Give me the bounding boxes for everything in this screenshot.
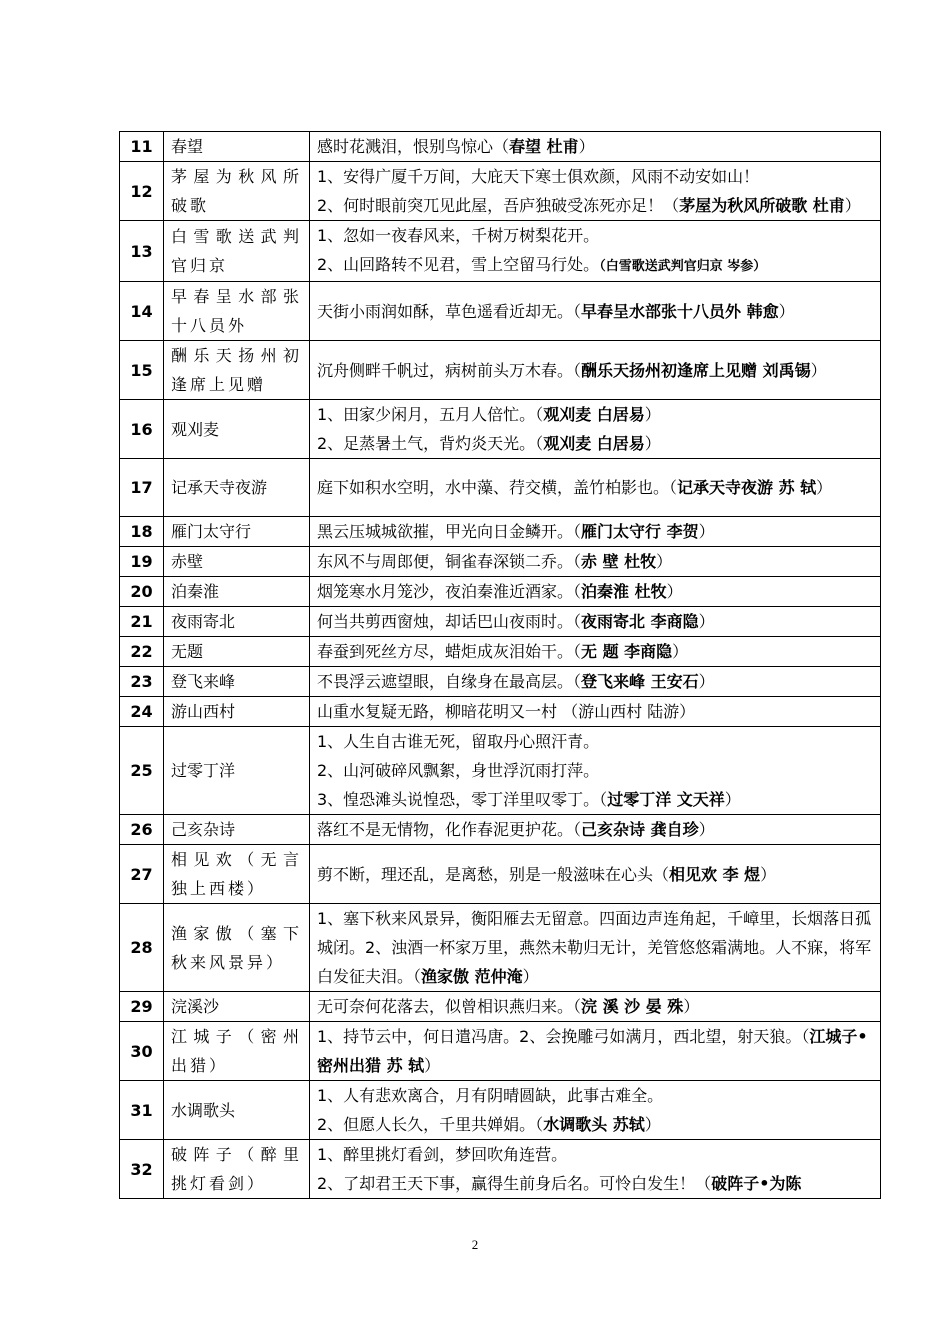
table-row	[120, 341, 881, 400]
poem-title: 江城子（密州出猎）	[164, 1022, 310, 1081]
poem-title: 观刈麦	[164, 400, 310, 459]
quote-text: 1、安得广厦千万间，大庇天下寒士俱欢颜，风雨不动安如山！	[317, 167, 760, 186]
poem-title: 早春呈水部张十八员外	[164, 282, 310, 341]
source-citation: 水调歌头 苏轼	[543, 1115, 645, 1134]
source-citation: 破阵子•为陈	[711, 1174, 802, 1193]
source-citation: （白雪歌送武判官归京 岑参）	[599, 259, 767, 274]
row-number: 25	[120, 727, 164, 815]
quote-close: ）	[656, 552, 673, 571]
quote-cell	[310, 282, 881, 341]
quote-close: ）	[698, 612, 715, 631]
quote-close: ）	[683, 997, 700, 1016]
quote-line	[317, 637, 873, 666]
table-row	[120, 282, 881, 341]
quote-text: 感时花溅泪，恨别鸟惊心（	[317, 137, 510, 156]
quote-text: 山重水复疑无路，柳暗花明又一村 （游山西村 陆游）	[317, 702, 696, 721]
table-row	[120, 845, 881, 904]
quote-cell	[310, 341, 881, 400]
table-row	[120, 577, 881, 607]
source-citation: 己亥杂诗 龚自珍	[581, 820, 699, 839]
quote-text: 何当共剪西窗烛，却话巴山夜雨时。（	[317, 612, 582, 631]
quote-text: 沉舟侧畔千帆过，病树前头万木春。（	[317, 360, 582, 380]
quote-close: ）	[644, 405, 661, 424]
row-number: 30	[120, 1022, 164, 1081]
quote-close: ）	[424, 1056, 441, 1075]
row-number: 27	[120, 845, 164, 904]
quote-cell	[310, 577, 881, 607]
quote-line	[317, 607, 873, 636]
quote-text: 天街小雨润如酥，草色遥看近却无。（	[317, 301, 582, 321]
quote-line	[317, 904, 873, 991]
quote-text: 3、惶恐滩头说惶恐，零丁洋里叹零丁。（	[317, 790, 608, 809]
source-citation: 春望 杜甫	[509, 137, 579, 156]
row-number: 15	[120, 341, 164, 400]
quote-text: 1、忽如一夜春风来，千树万树梨花开。	[317, 226, 600, 245]
quote-text: 2、足蒸暑土气，背灼炎天光。（	[317, 434, 544, 453]
quote-text: 1、人生自古谁无死，留取丹心照汗青。	[317, 732, 600, 751]
quote-cell	[310, 697, 881, 727]
table-row	[120, 815, 881, 845]
quote-cell	[310, 547, 881, 577]
quote-line	[317, 356, 873, 385]
quote-text: 1、持节云中，何日遣冯唐。2、会挽雕弓如满月，西北望，射天狼。（	[317, 1027, 810, 1046]
source-citation: 观刈麦 白居易	[543, 405, 645, 424]
quote-line	[317, 860, 873, 889]
source-citation: 茅屋为秋风所破歌 杜甫	[679, 196, 845, 215]
quote-cell	[310, 1022, 881, 1081]
table-row	[120, 607, 881, 637]
table-row	[120, 1022, 881, 1081]
row-number: 21	[120, 607, 164, 637]
quote-cell	[310, 517, 881, 547]
table-row	[120, 637, 881, 667]
quote-text: 不畏浮云遮望眼，自缘身在最高层。（	[317, 672, 582, 691]
poem-title: 春望	[164, 132, 310, 162]
row-number: 16	[120, 400, 164, 459]
source-citation: 早春呈水部张十八员外 韩愈	[581, 301, 779, 321]
table-row	[120, 992, 881, 1022]
quote-line	[317, 1022, 873, 1080]
table-row	[120, 1081, 881, 1140]
table-row	[120, 1140, 881, 1199]
row-number: 11	[120, 132, 164, 162]
quote-text: 2、了却君王天下事，赢得生前身后名。可怜白发生！（	[317, 1174, 712, 1193]
table-row	[120, 517, 881, 547]
quote-line	[317, 785, 873, 814]
row-number: 32	[120, 1140, 164, 1199]
quote-line	[317, 1140, 873, 1169]
row-number: 23	[120, 667, 164, 697]
poem-title: 相见欢（无言独上西楼）	[164, 845, 310, 904]
quote-line	[317, 547, 873, 576]
quote-text: 剪不断，理还乱，是离愁，别是一般滋味在心头（	[317, 864, 670, 884]
poem-title: 渔家傲（塞下秋来风景异）	[164, 904, 310, 992]
table-row	[120, 667, 881, 697]
source-citation: 过零丁洋 文天祥	[607, 790, 725, 809]
row-number: 14	[120, 282, 164, 341]
quote-cell	[310, 845, 881, 904]
poem-title: 赤壁	[164, 547, 310, 577]
quote-line	[317, 429, 873, 458]
quote-line	[317, 517, 873, 546]
quote-line	[317, 577, 873, 606]
quote-close: ）	[760, 864, 777, 884]
quote-text: 落红不是无情物，化作春泥更护花。（	[317, 820, 582, 839]
quote-line	[317, 297, 873, 326]
poem-table	[119, 131, 881, 1199]
quote-text: 2、山河破碎风飘絮，身世浮沉雨打萍。	[317, 761, 600, 780]
row-number: 28	[120, 904, 164, 992]
table-row	[120, 547, 881, 577]
quote-text: 1、人有悲欢离合，月有阴晴圆缺，此事古难全。	[317, 1086, 664, 1105]
source-citation: 酬乐天扬州初逢席上见赠 刘禹锡	[581, 360, 811, 380]
quote-text: 2、山回路转不见君，雪上空留马行处。	[317, 255, 600, 274]
quote-cell	[310, 607, 881, 637]
quote-line	[317, 400, 873, 429]
quote-cell	[310, 221, 881, 282]
row-number: 22	[120, 637, 164, 667]
row-number: 13	[120, 221, 164, 282]
quote-text: 1、田家少闲月，五月人倍忙。（	[317, 405, 544, 424]
quote-close: ）	[778, 301, 795, 321]
quote-line	[317, 191, 873, 220]
page-number: 2	[471, 1237, 479, 1252]
quote-close: ）	[644, 1115, 661, 1134]
row-number: 29	[120, 992, 164, 1022]
poem-table-body	[120, 132, 881, 1199]
quote-line	[317, 162, 873, 191]
quote-cell	[310, 132, 881, 162]
quote-cell	[310, 400, 881, 459]
quote-close: ）	[698, 820, 715, 839]
poem-title: 破阵子（醉里挑灯看剑）	[164, 1140, 310, 1199]
poem-title: 登飞来峰	[164, 667, 310, 697]
table-row	[120, 400, 881, 459]
quote-text: 无可奈何花落去，似曾相识燕归来。（	[317, 997, 582, 1016]
table-row	[120, 221, 881, 282]
quote-line	[317, 221, 873, 250]
quote-close: ）	[698, 522, 715, 541]
row-number: 31	[120, 1081, 164, 1140]
source-citation: 记承天寺夜游 苏 轼	[677, 478, 817, 497]
quote-text: 春蚕到死丝方尽，蜡炬成灰泪始干。（	[317, 642, 582, 661]
quote-cell	[310, 904, 881, 992]
quote-close: ）	[522, 967, 539, 986]
table-row	[120, 459, 881, 517]
row-number: 24	[120, 697, 164, 727]
poem-title: 过零丁洋	[164, 727, 310, 815]
quote-line	[317, 697, 873, 726]
source-citation: 登飞来峰 王安石	[581, 672, 699, 691]
quote-line	[317, 667, 873, 696]
row-number: 19	[120, 547, 164, 577]
quote-close: ）	[724, 790, 741, 809]
source-citation: 浣 溪 沙 晏 殊	[581, 997, 684, 1016]
quote-line	[317, 132, 873, 161]
quote-cell	[310, 637, 881, 667]
quote-line	[317, 1081, 873, 1110]
quote-cell	[310, 1081, 881, 1140]
row-number: 20	[120, 577, 164, 607]
table-row	[120, 727, 881, 815]
source-citation: 雁门太守行 李贺	[581, 522, 699, 541]
quote-cell	[310, 1140, 881, 1199]
quote-close: ）	[644, 434, 661, 453]
poem-title: 游山西村	[164, 697, 310, 727]
quote-cell	[310, 992, 881, 1022]
quote-cell	[310, 727, 881, 815]
source-citation: 观刈麦 白居易	[543, 434, 645, 453]
table-row	[120, 132, 881, 162]
quote-cell	[310, 459, 881, 517]
quote-cell	[310, 667, 881, 697]
poem-title: 己亥杂诗	[164, 815, 310, 845]
quote-close: ）	[666, 582, 683, 601]
poem-title: 夜雨寄北	[164, 607, 310, 637]
quote-line	[317, 1169, 873, 1198]
source-citation: 江城子•密州出猎 苏 轼	[317, 1027, 868, 1075]
quote-text: 庭下如积水空明，水中藻、荇交横，盖竹柏影也。（	[317, 478, 678, 497]
source-citation: 无 题 李商隐	[581, 642, 673, 661]
table-row	[120, 697, 881, 727]
quote-line	[317, 727, 873, 756]
quote-line	[317, 815, 873, 844]
source-citation: 相见欢 李 煜	[669, 864, 761, 884]
quote-text: 1、塞下秋来风景异，衡阳雁去无留意。四面边声连角起，千嶂里，长烟落日孤城闭。2、浊酒一杯家万里，燕然未勒归无计，羌管悠悠霜满地。人不寐，将军白发征夫泪。（	[317, 909, 872, 986]
quote-line	[317, 1110, 873, 1139]
quote-text: 1、醉里挑灯看剑，梦回吹角连营。	[317, 1145, 568, 1164]
quote-close: ）	[810, 360, 827, 380]
poem-title: 浣溪沙	[164, 992, 310, 1022]
poem-title: 雁门太守行	[164, 517, 310, 547]
row-number: 26	[120, 815, 164, 845]
source-citation: 赤 壁 杜牧	[581, 552, 657, 571]
source-citation: 泊秦淮 杜牧	[581, 582, 667, 601]
quote-close: ）	[672, 642, 689, 661]
poem-title: 酬乐天扬州初逢席上见赠	[164, 341, 310, 400]
poem-title: 记承天寺夜游	[164, 459, 310, 517]
quote-close: ）	[816, 478, 833, 497]
quote-line	[317, 473, 873, 502]
row-number: 17	[120, 459, 164, 517]
quote-text: 2、何时眼前突兀见此屋，吾庐独破受冻死亦足！（	[317, 196, 680, 215]
source-citation: 夜雨寄北 李商隐	[581, 612, 699, 631]
quote-line	[317, 250, 873, 281]
quote-text: 烟笼寒水月笼沙，夜泊秦淮近酒家。（	[317, 582, 582, 601]
poem-title: 白雪歌送武判官归京	[164, 221, 310, 282]
quote-cell	[310, 162, 881, 221]
source-citation: 渔家傲 范仲淹	[421, 967, 523, 986]
quote-line	[317, 992, 873, 1021]
quote-text: 2、但愿人长久，千里共婵娟。（	[317, 1115, 544, 1134]
quote-close: ）	[698, 672, 715, 691]
quote-close: ）	[844, 196, 861, 215]
quote-close: ）	[578, 137, 595, 156]
poem-title: 水调歌头	[164, 1081, 310, 1140]
quote-cell	[310, 815, 881, 845]
quote-line	[317, 756, 873, 785]
row-number: 18	[120, 517, 164, 547]
poem-title: 泊秦淮	[164, 577, 310, 607]
row-number: 12	[120, 162, 164, 221]
quote-text: 东风不与周郎便，铜雀春深锁二乔。（	[317, 552, 582, 571]
poem-title: 茅屋为秋风所破歌	[164, 162, 310, 221]
quote-text: 黑云压城城欲摧，甲光向日金鳞开。（	[317, 522, 582, 541]
poem-title: 无题	[164, 637, 310, 667]
table-row	[120, 162, 881, 221]
table-row	[120, 904, 881, 992]
